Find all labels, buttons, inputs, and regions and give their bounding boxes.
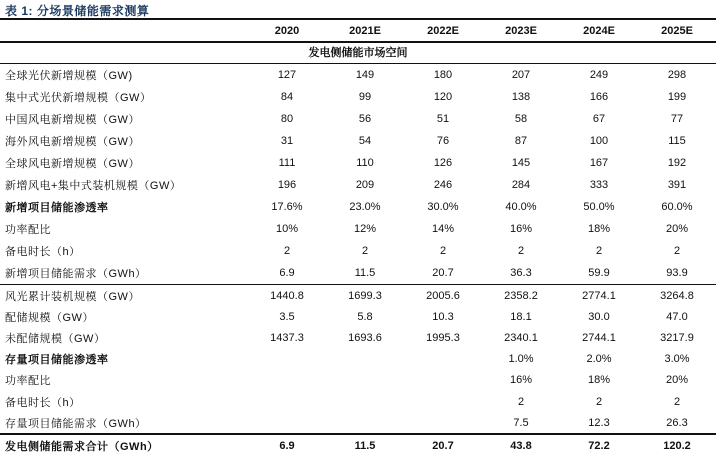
cell-value: 18% <box>587 223 611 235</box>
cell-value: 43.8 <box>510 439 532 452</box>
cell-value: 2 <box>517 245 525 257</box>
cell-value: 110 <box>356 157 374 169</box>
cell-value: 6.9 <box>279 267 295 279</box>
table-row <box>0 285 716 306</box>
cell-value: 149 <box>355 69 375 81</box>
cell-value: 26.3 <box>666 416 688 429</box>
section-header: 发电侧储能市场空间 <box>0 43 716 64</box>
cell-value: 12% <box>353 223 377 235</box>
cell-value: 2005.6 <box>426 289 460 302</box>
cell-value: 2 <box>517 395 525 408</box>
column-header-2024e: 2024E <box>583 24 615 37</box>
cell-value: 192 <box>667 157 687 169</box>
cell-value: 1437.3 <box>270 331 304 344</box>
table-row <box>0 108 716 130</box>
cell-value: 3217.9 <box>660 331 694 344</box>
row-label: 新增项目储能渗透率 <box>5 202 109 214</box>
cell-value: 249 <box>589 69 609 81</box>
cell-value: 17.6% <box>271 201 303 213</box>
cell-value: 87 <box>514 135 528 147</box>
cell-value: 2 <box>283 245 291 257</box>
cell-value: 2358.2 <box>504 289 538 302</box>
column-header-2025e: 2025E <box>661 24 693 37</box>
cell-value: 180 <box>433 69 453 81</box>
cell-value: 47.0 <box>666 310 688 323</box>
cell-value: 16% <box>509 374 533 387</box>
cell-value: 120.2 <box>663 439 691 452</box>
cell-value: 2 <box>673 245 681 257</box>
table-body <box>0 64 716 454</box>
cell-value: 50.0% <box>583 201 615 213</box>
cell-value: 20% <box>665 223 689 235</box>
cell-value: 2 <box>595 395 603 408</box>
cell-value: 11.5 <box>354 267 376 279</box>
table-title <box>0 0 716 20</box>
cell-value: 333 <box>589 179 609 191</box>
cell-value: 18% <box>587 374 611 387</box>
table-title-text: 表 1: 分场景储能需求测算 <box>5 4 150 18</box>
row-label: 全球风电新增规模（GW） <box>5 158 140 170</box>
table-row <box>0 218 716 240</box>
cell-value: 2 <box>595 245 603 257</box>
cell-value: 54 <box>358 135 372 147</box>
cell-value: 138 <box>511 91 531 103</box>
cell-value: 2.0% <box>586 353 612 366</box>
cell-value: 2 <box>361 245 369 257</box>
cell-value: 2 <box>673 395 681 408</box>
cell-value: 56 <box>358 113 372 125</box>
cell-value: 246 <box>433 179 453 191</box>
table-row <box>0 412 716 433</box>
cell-value: 58 <box>514 113 528 125</box>
row-label: 存量项目储能渗透率 <box>5 354 109 367</box>
cell-value: 100 <box>589 135 609 147</box>
cell-value: 298 <box>667 69 687 81</box>
cell-value: 196 <box>277 179 297 191</box>
table-header-row <box>0 20 716 43</box>
cell-value: 2 <box>439 245 447 257</box>
cell-value: 126 <box>433 157 453 169</box>
column-header-2022e: 2022E <box>427 24 459 37</box>
cell-value: 1699.3 <box>348 289 382 302</box>
cell-value: 51 <box>436 113 450 125</box>
cell-value: 12.3 <box>588 416 610 429</box>
cell-value: 60.0% <box>661 201 693 213</box>
cell-value: 18.1 <box>510 310 532 323</box>
table-row <box>0 391 716 412</box>
cell-value: 36.3 <box>510 267 532 279</box>
cell-value: 2744.1 <box>582 331 616 344</box>
table-row <box>0 240 716 262</box>
cell-value: 20% <box>665 374 689 387</box>
cell-value: 67 <box>592 113 606 125</box>
row-label: 全球光伏新增规模（GW) <box>5 70 133 82</box>
cell-value: 76 <box>436 135 450 147</box>
row-label: 未配储规模（GW） <box>5 332 106 345</box>
row-label: 海外风电新增规模（GW） <box>5 136 140 148</box>
cell-value: 6.9 <box>279 439 295 452</box>
cell-value: 3.0% <box>664 353 690 366</box>
table-row <box>0 327 716 348</box>
table-row <box>0 152 716 174</box>
cell-value: 3264.8 <box>660 289 694 302</box>
cell-value: 80 <box>280 113 294 125</box>
cell-value: 111 <box>278 157 296 169</box>
cell-value: 77 <box>670 113 684 125</box>
cell-value: 207 <box>511 69 531 81</box>
cell-value: 93.9 <box>666 267 688 279</box>
cell-value: 1.0% <box>508 353 534 366</box>
table-row <box>0 370 716 391</box>
cell-value: 10% <box>275 223 299 235</box>
cell-value: 145 <box>511 157 531 169</box>
row-label: 新增风电+集中式装机规模（GW） <box>5 180 182 192</box>
cell-value: 284 <box>511 179 531 191</box>
cell-value: 11.5 <box>354 439 376 452</box>
table-row <box>0 262 716 285</box>
row-label: 备电时长（h） <box>5 396 81 409</box>
row-label: 中国风电新增规模（GW） <box>5 114 140 126</box>
cell-value: 7.5 <box>513 416 529 429</box>
cell-value: 72.2 <box>588 439 610 452</box>
cell-value: 23.0% <box>349 201 381 213</box>
row-label: 功率配比 <box>5 224 51 236</box>
row-label: 发电侧储能需求合计（GWh） <box>5 440 159 453</box>
cell-value: 20.7 <box>432 267 454 279</box>
cell-value: 199 <box>667 91 687 103</box>
cell-value: 1440.8 <box>270 289 304 302</box>
table-total-row <box>0 433 716 454</box>
table-row <box>0 130 716 152</box>
table-row <box>0 196 716 218</box>
cell-value: 99 <box>358 91 372 103</box>
table-row <box>0 349 716 370</box>
column-header-2020: 2020 <box>274 24 300 37</box>
cell-value: 115 <box>668 135 686 147</box>
cell-value: 84 <box>280 91 294 103</box>
cell-value: 167 <box>589 157 609 169</box>
column-header-2023e: 2023E <box>505 24 537 37</box>
cell-value: 5.8 <box>357 310 373 323</box>
cell-value: 2340.1 <box>504 331 538 344</box>
row-label: 集中式光伏新增规模（GW） <box>5 92 152 104</box>
cell-value: 391 <box>667 179 687 191</box>
cell-value: 40.0% <box>505 201 537 213</box>
cell-value: 209 <box>355 179 375 191</box>
row-label: 风光累计装机规模（GW） <box>5 290 140 303</box>
cell-value: 2774.1 <box>582 289 616 302</box>
row-label: 备电时长（h） <box>5 246 81 258</box>
table-row <box>0 306 716 327</box>
cell-value: 1995.3 <box>426 331 460 344</box>
cell-value: 59.9 <box>588 267 610 279</box>
table-row <box>0 174 716 196</box>
cell-value: 14% <box>431 223 455 235</box>
cell-value: 31 <box>280 135 294 147</box>
cell-value: 127 <box>277 69 297 81</box>
cell-value: 10.3 <box>432 310 454 323</box>
row-label: 配储规模（GW） <box>5 311 94 324</box>
row-label: 功率配比 <box>5 375 51 388</box>
cell-value: 30.0 <box>588 310 610 323</box>
cell-value: 1693.6 <box>348 331 382 344</box>
cell-value: 20.7 <box>432 439 454 452</box>
cell-value: 16% <box>509 223 533 235</box>
row-label: 新增项目储能需求（GWh） <box>5 268 147 280</box>
table-row <box>0 86 716 108</box>
column-header-2021e: 2021E <box>349 24 381 37</box>
table-row <box>0 64 716 86</box>
cell-value: 30.0% <box>427 201 459 213</box>
row-label: 存量项目储能需求（GWh） <box>5 417 147 430</box>
cell-value: 120 <box>433 91 453 103</box>
cell-value: 3.5 <box>279 310 295 323</box>
cell-value: 166 <box>589 91 609 103</box>
